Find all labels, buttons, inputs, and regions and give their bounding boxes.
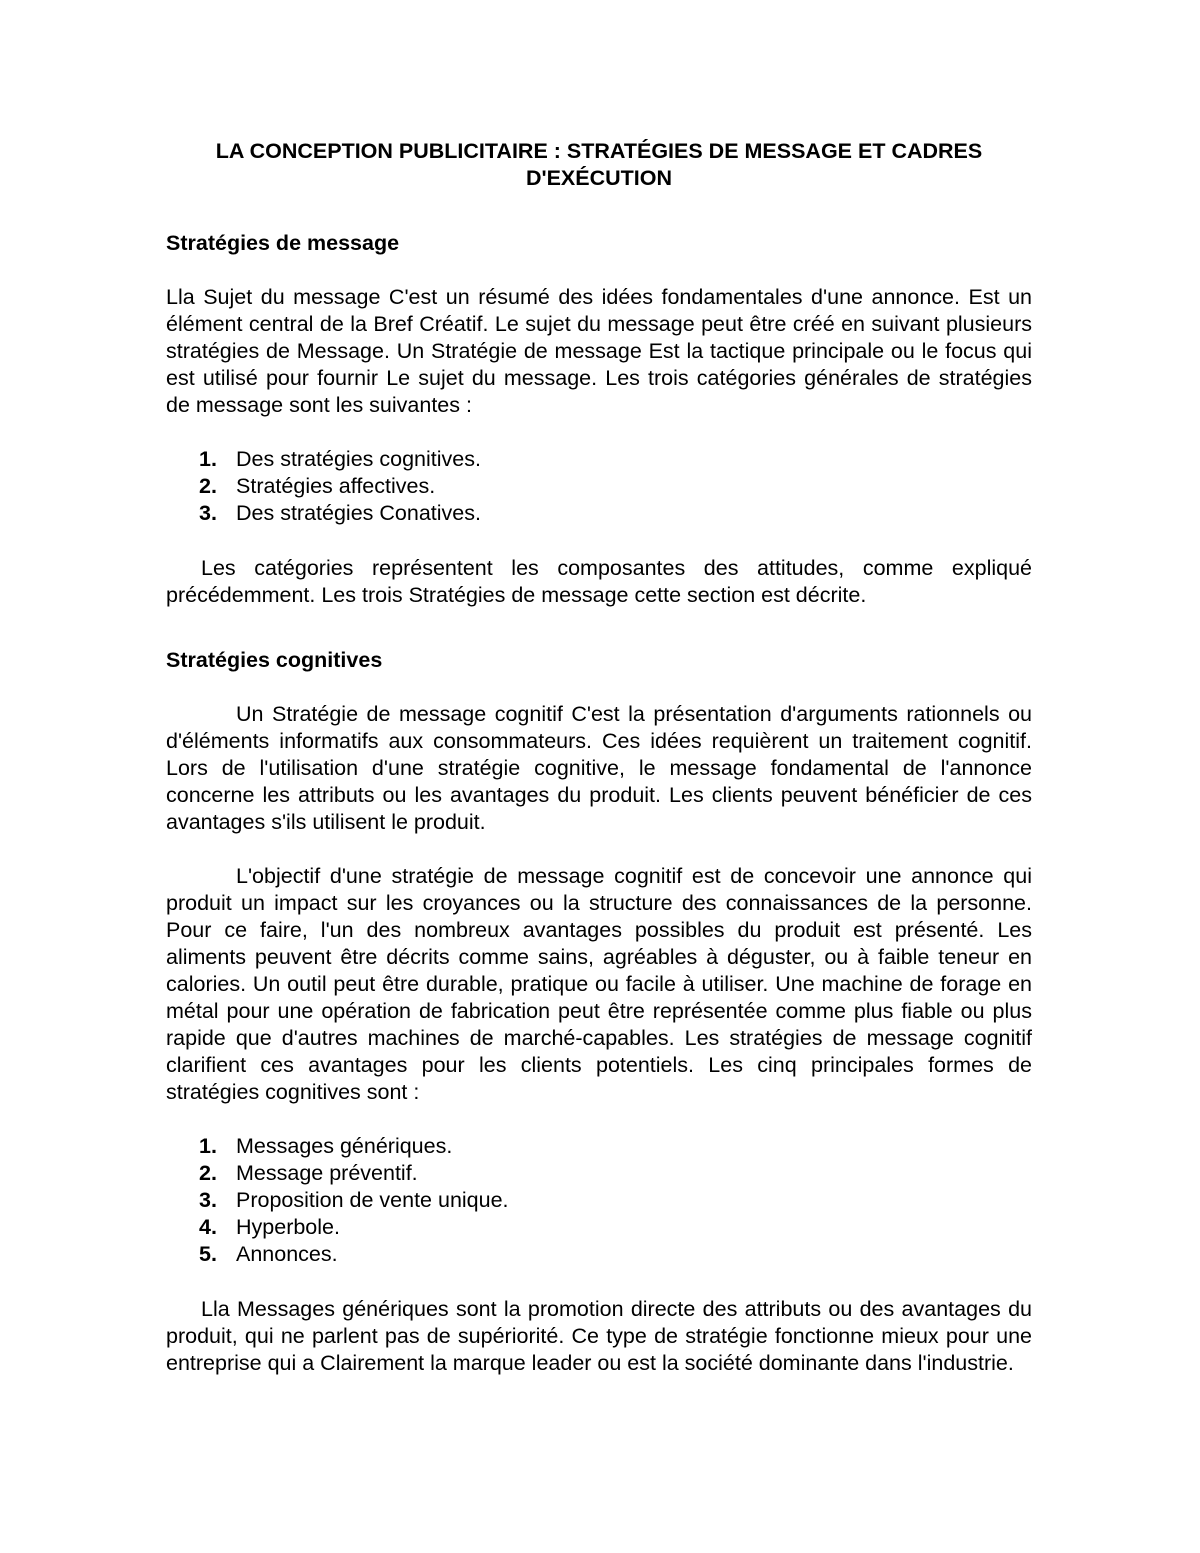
list-item	[166, 500, 1032, 527]
list-item-text: Messages génériques.	[236, 1134, 453, 1158]
list-item	[166, 1241, 1032, 1268]
list-number: 1.	[199, 1134, 217, 1158]
list-number: 3.	[199, 1188, 217, 1212]
list-item-text: Stratégies affectives.	[236, 474, 436, 498]
list-number: 4.	[199, 1215, 217, 1239]
paragraph-cognitive-objective: L'objectif d'une stratégie de message cognitif est de concevoir une annonce qui produit un impact sur les croyances ou la structure des connaissances de la personne. Pour ce faire, l'un des nombreux avantages possibles du produit est présenté. Les aliments peuvent être décrits comme sains, agréables à déguster, ou à faible teneur en calories. Un outil peut être durable, pratique ou facile à utiliser. Une machine de forage en métal pour une opération de fabrication peut être représentée comme plus fiable ou plus rapide que d'autres machines de marché-capables. Les stratégies de message cognitif clarifient ces avantages pour les clients potentiels. Les cinq principales formes de stratégies cognitives sont :	[166, 864, 1032, 1104]
paragraph-message-subject: Lla Sujet du message C'est un résumé des idées fondamentales d'une annonce. Est un élément central de la Bref Créatif. Le sujet du message peut être créé en suivant plusieurs stratégies de Message. Un Stratégie de message Est la tactique principale ou le focus qui est utilisé pour fournir Le sujet du message. Les trois catégories générales de stratégies de message sont les suivantes :	[166, 285, 1032, 417]
list-number: 2.	[199, 1161, 217, 1185]
list-item-text: Des stratégies cognitives.	[236, 447, 481, 471]
list-item-text: Proposition de vente unique.	[236, 1188, 509, 1212]
list-item	[166, 1214, 1032, 1241]
section-heading-message-strategies: Stratégies de message	[166, 231, 400, 255]
list-item	[166, 1133, 1032, 1160]
list-item-text: Hyperbole.	[236, 1215, 340, 1239]
list-item-text: Annonces.	[236, 1242, 338, 1266]
list-item-text: Message préventif.	[236, 1161, 418, 1185]
list-item	[166, 1187, 1032, 1214]
list-item	[166, 473, 1032, 500]
paragraph-categories: Les catégories représentent les composantes des attitudes, comme expliqué précédemment. Les trois Stratégies de message cette section est décrite.	[166, 556, 1032, 607]
list-item	[166, 1160, 1032, 1187]
document-title: LA CONCEPTION PUBLICITAIRE : STRATÉGIES DE MESSAGE ET CADRES D'EXÉCUTION	[215, 139, 983, 190]
list-number: 2.	[199, 474, 217, 498]
list-item	[166, 446, 1032, 473]
list-number: 3.	[199, 501, 217, 525]
list-item-text: Des stratégies Conatives.	[236, 501, 481, 525]
cognitive-forms-list	[166, 1133, 1032, 1268]
strategy-categories-list	[166, 446, 1032, 527]
list-number: 5.	[199, 1242, 217, 1266]
list-number: 1.	[199, 447, 217, 471]
paragraph-cognitive-definition: Un Stratégie de message cognitif C'est la présentation d'arguments rationnels ou d'éléments informatifs aux consommateurs. Ces idées requièrent un traitement cognitif. Lors de l'utilisation d'une stratégie cognitive, le message fondamental de l'annonce concerne les attributs ou les avantages du produit. Les clients peuvent bénéficier de ces avantages s'ils utilisent le produit.	[166, 702, 1032, 834]
section-heading-cognitive-strategies: Stratégies cognitives	[166, 648, 383, 672]
paragraph-generic-messages: Lla Messages génériques sont la promotion directe des attributs ou des avantages du produit, qui ne parlent pas de supériorité. Ce type de stratégie fonctionne mieux pour une entreprise qui a Clairement la marque leader ou est la société dominante dans l'industrie.	[166, 1297, 1032, 1375]
